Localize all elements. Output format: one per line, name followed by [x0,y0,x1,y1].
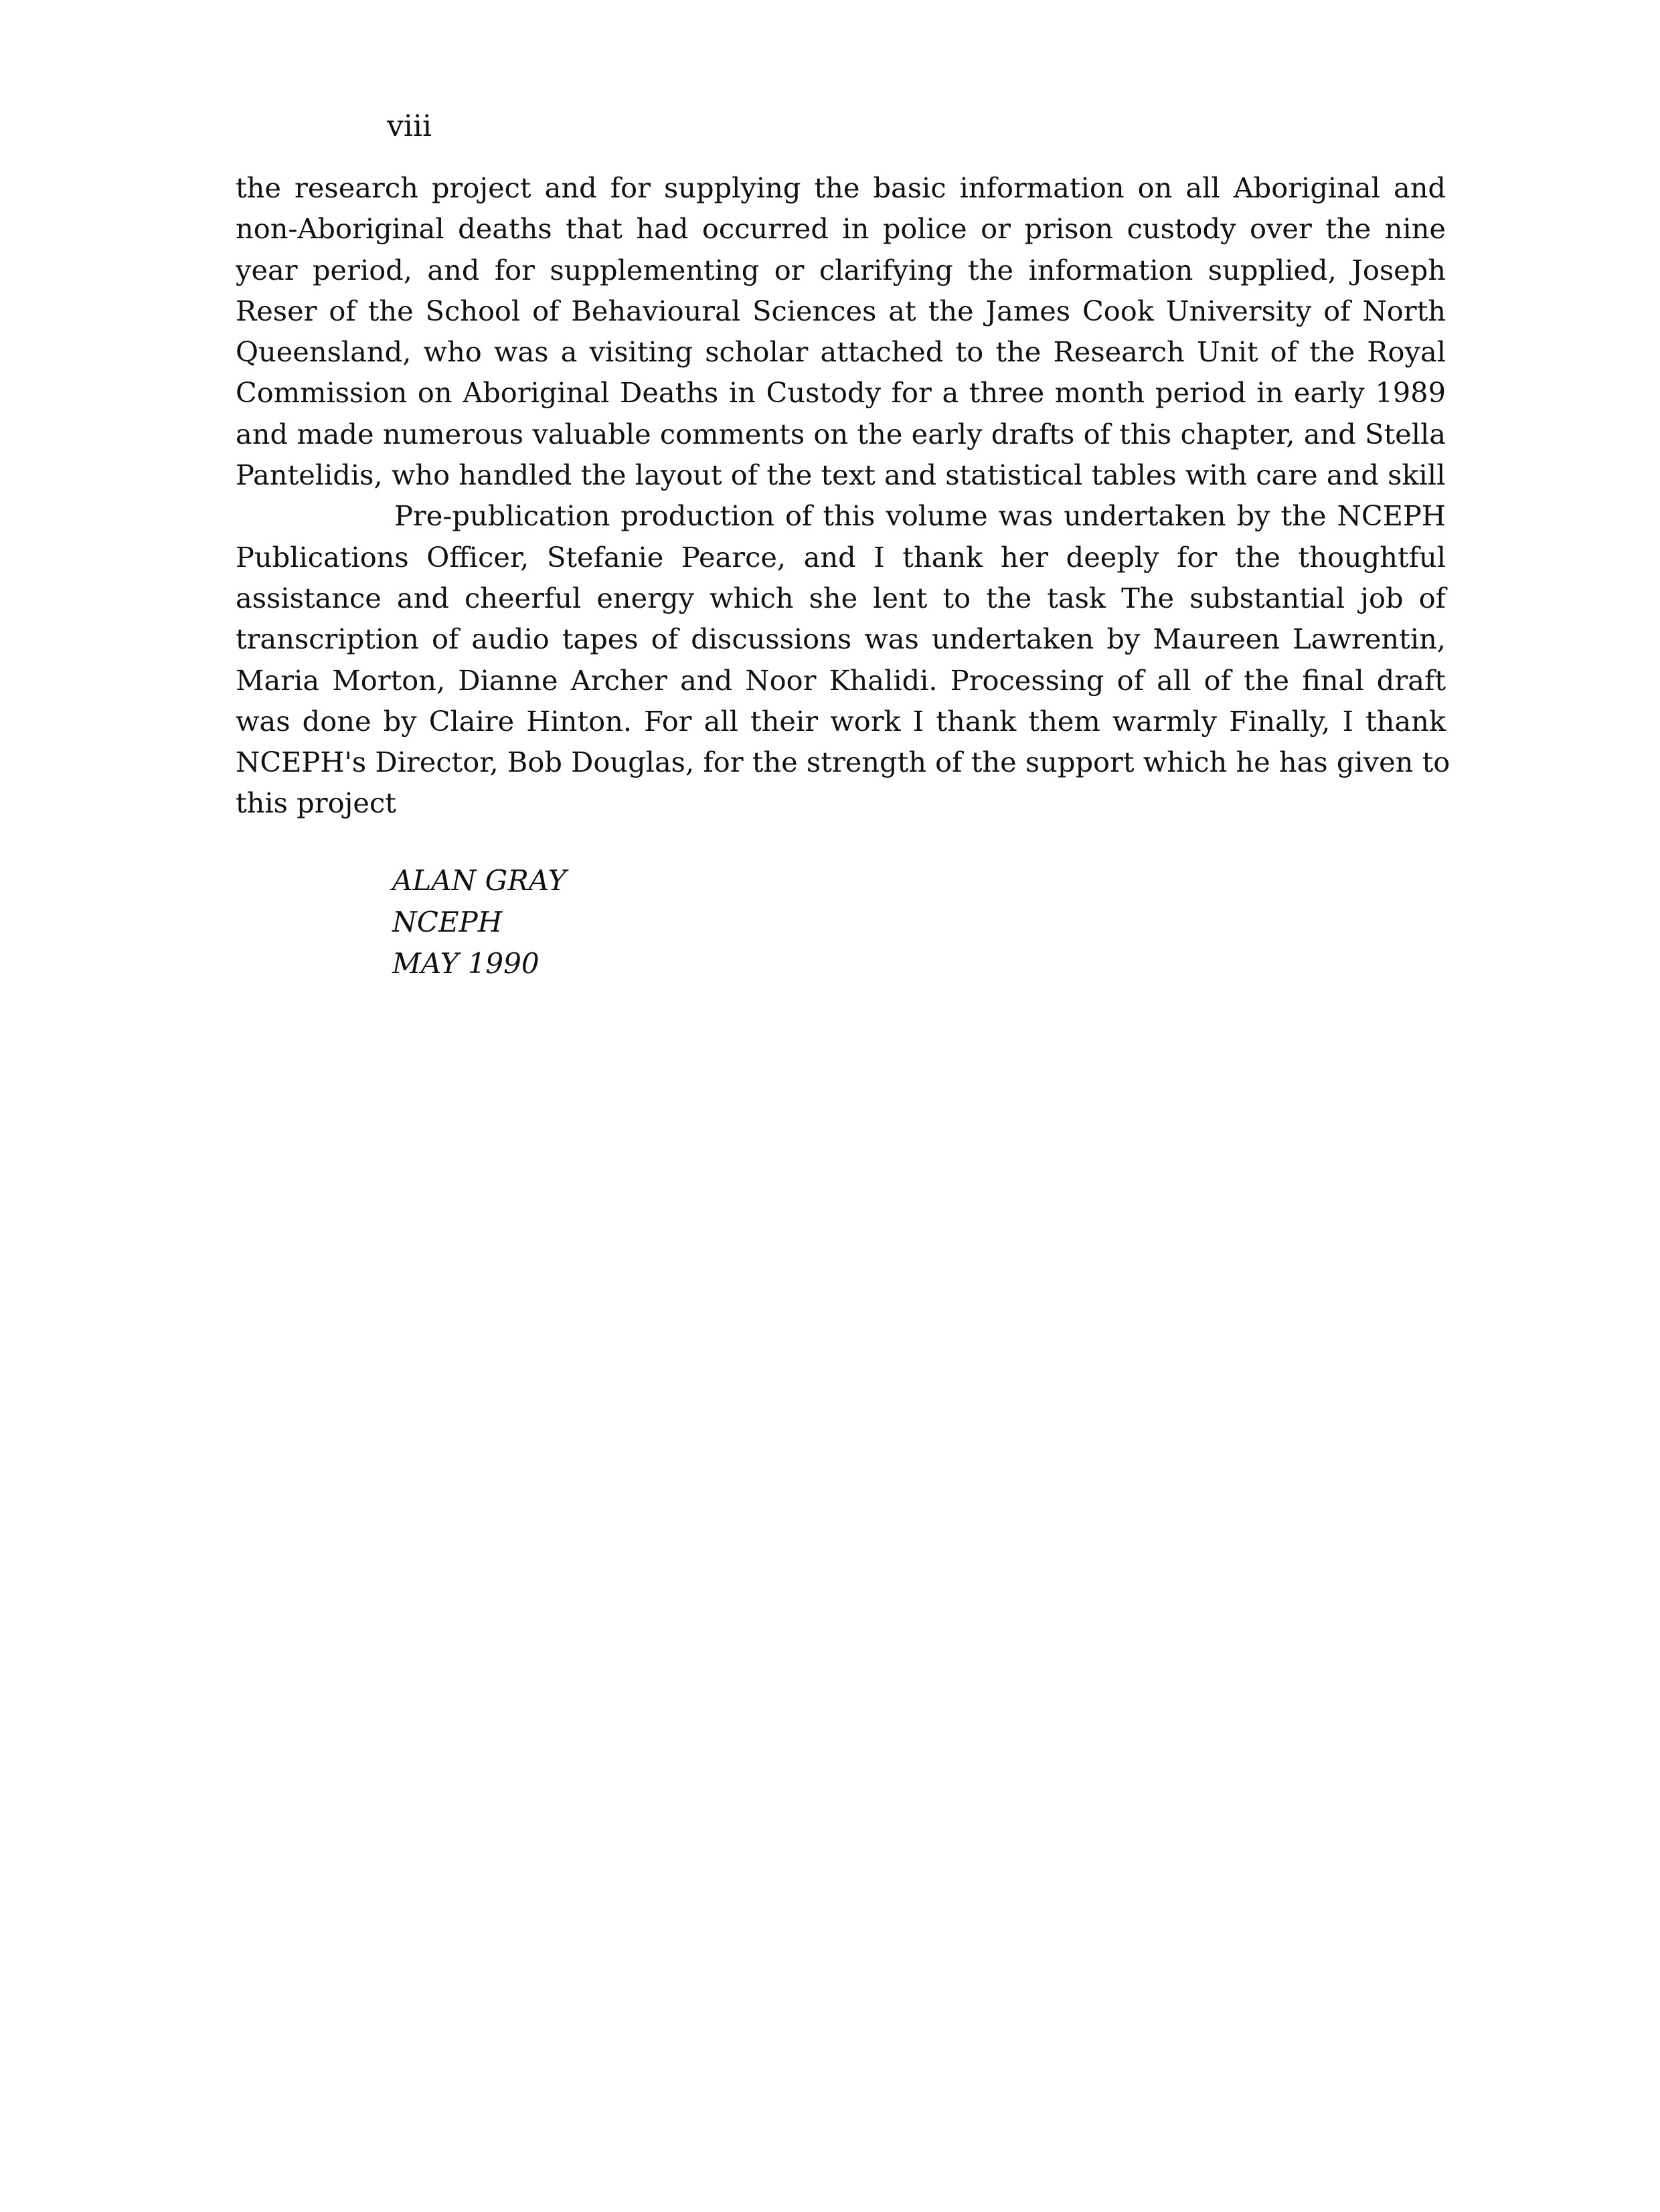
signature-date: MAY 1990 [392,947,540,980]
text-line: and made numerous valuable comments on the early drafts of this chapter, and Stella [236,417,1446,450]
text-line: Pre-publication production of this volume was undertaken by the NCEPH [394,499,1446,533]
text-line: Reser of the School of Behavioural Sciences at the James Cook University of North [236,294,1446,327]
signature-name: ALAN GRAY [392,864,567,897]
paragraph-2 [236,495,1450,823]
signature-block [392,860,566,985]
text-line: non-Aboriginal deaths that had occurred in police or prison custody over the nine [236,212,1446,246]
text-line: year period, and for supplementing or clarifying the information supplied, Joseph [236,253,1446,286]
text-line: this project [236,786,396,820]
paragraph-1 [236,167,1446,495]
text-line: Pantelidis, who handled the layout of the text and statistical tables with care and skill [236,458,1446,492]
text-line: Commission on Aboriginal Deaths in Custody for a three month period in early 1989 [236,376,1446,410]
body-text [236,167,1450,824]
text-line: Maria Morton, Dianne Archer and Noor Khalidi. Processing of all of the final draft [236,663,1446,697]
page-number: viii [387,109,432,143]
text-line: assistance and cheerful energy which she lent to the task The substantial job of [236,581,1446,614]
text-line: Publications Officer, Stefanie Pearce, and I thank her deeply for the thoughtful [236,540,1446,574]
text-line: transcription of audio tapes of discussions was undertaken by Maureen Lawrentin, [236,622,1446,656]
text-line: Queensland, who was a visiting scholar attached to the Research Unit of the Royal [236,335,1446,369]
text-line: the research project and for supplying the basic information on all Aboriginal and [236,171,1446,204]
signature-organization: NCEPH [392,906,503,938]
text-line: NCEPH's Director, Bob Douglas, for the strength of the support which he has given to [236,746,1450,779]
text-line: was done by Claire Hinton. For all their work I thank them warmly Finally, I thank [236,704,1446,738]
